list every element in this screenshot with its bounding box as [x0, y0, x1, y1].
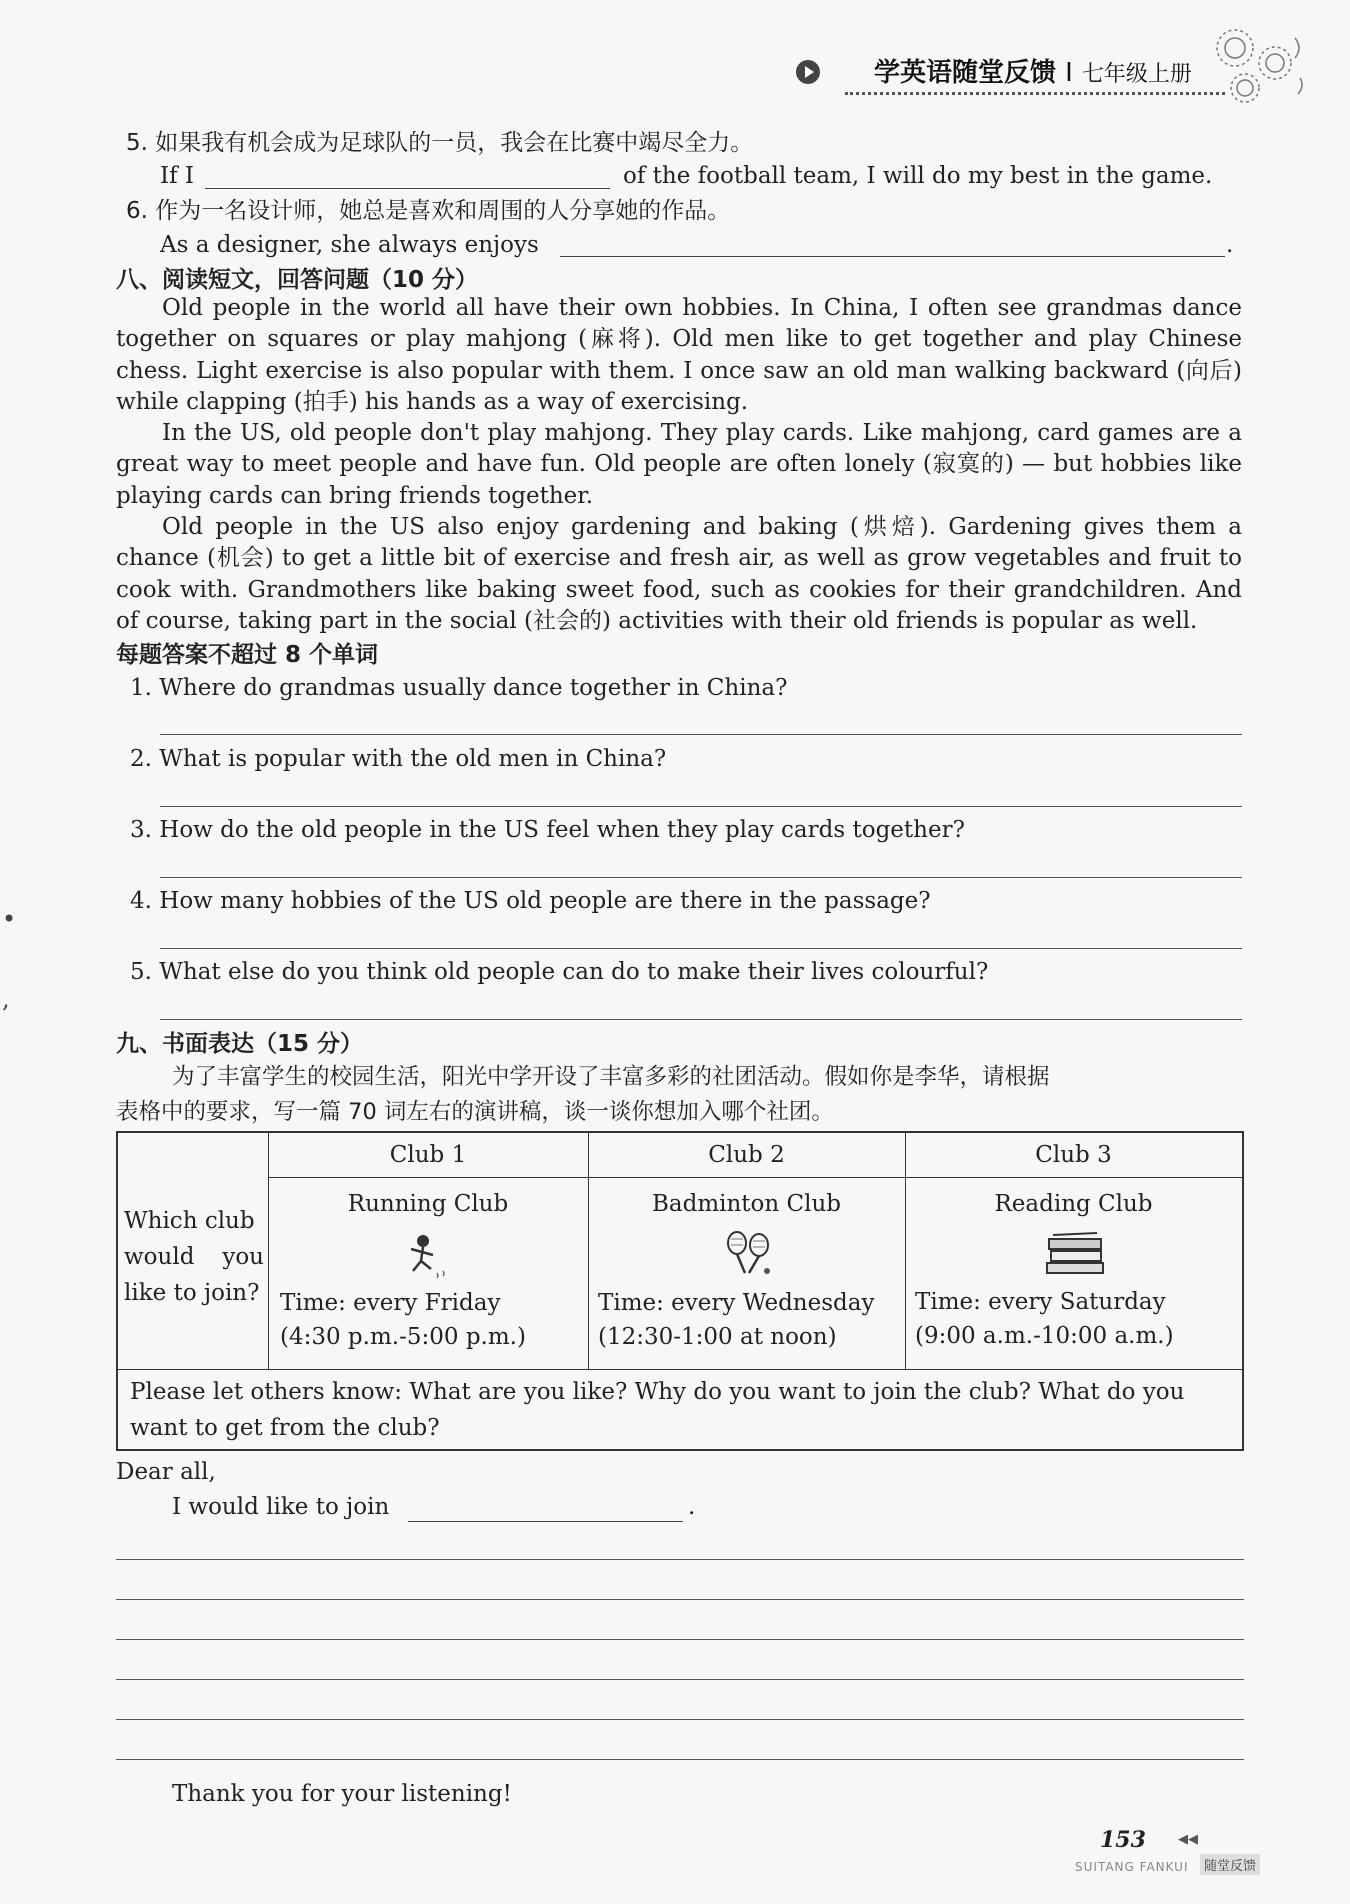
section-8-heading: 八、阅读短文，回答问题（10 分）: [116, 267, 479, 293]
passage-paragraph: Old people in the world all have their own hobbies. In China, I often see grandmas dance together on squares or play mahjong (麻将). Old men like to get together and play Chinese chess. Light exercise is also popular with them. I once saw an old man walking backward (向后) while clapping (拍手) his hands as a way of exercising.: [116, 295, 1242, 415]
table-note-line-2: want to get from the club?: [130, 1415, 440, 1441]
translation-q6-chinese: 6. 作为一名设计师，她总是喜欢和周围的人分享她的作品。: [126, 198, 731, 224]
answer-line-1[interactable]: [160, 734, 1242, 735]
passage-paragraph: In the US, old people don't play mahjong. They play cards. Like mahjong, card games are a great way to meet people and have fun. Old people are often lonely (寂寞的) — but hobbies like playing cards can bring friends together.: [116, 420, 1242, 509]
answer-line-5[interactable]: [160, 1019, 1242, 1020]
club-3-name: Reading Club: [994, 1191, 1153, 1217]
table-note-line-1: Please let others know: What are you like? Why do you want to join the club? What do you: [130, 1379, 1185, 1405]
section-9-heading: 九、书面表达（15 分）: [116, 1031, 364, 1057]
question-3: 3. How do the old people in the US feel when they play cards together?: [130, 817, 965, 843]
translation-q5-chinese: 5. 如果我有机会成为足球队的一员，我会在比赛中竭尽全力。: [126, 130, 754, 156]
letter-opening-period: .: [688, 1494, 696, 1520]
reading-passage: [116, 293, 1242, 637]
writing-line[interactable]: [116, 1759, 1244, 1760]
letter-opening: I would like to join: [172, 1494, 390, 1520]
club-2-label: Club 2: [708, 1142, 785, 1168]
answer-line-3[interactable]: [160, 877, 1242, 878]
flower-decoration-icon: [1205, 18, 1315, 118]
series-name-en: SUITANG FANKUI: [1075, 1860, 1189, 1874]
club-1-hours: (4:30 p.m.-5:00 p.m.): [280, 1324, 526, 1350]
books-icon: [1043, 1231, 1107, 1277]
passage-paragraph: Old people in the US also enjoy gardening and baking (烘焙). Gardening gives them a chance (机会) to get a little bit of exercise and fresh air, as well as grow vegetables and fruit to cook with. Grandmothers like baking sweet food, such as cookies for their grandchildren. And of course, taking part in the social (社会的) activities with their old friends is popular as well.: [116, 514, 1242, 634]
translation-q5-prefix: If I: [160, 163, 194, 189]
club-table: [116, 1131, 1244, 1451]
club-3-time: Time: every Saturday: [915, 1289, 1166, 1315]
translation-q5-blank[interactable]: [205, 188, 610, 189]
page-number: 153: [1100, 1827, 1146, 1853]
letter-greeting: Dear all,: [116, 1459, 216, 1485]
writing-line[interactable]: [116, 1679, 1244, 1680]
answer-line-2[interactable]: [160, 806, 1242, 807]
margin-mark: ,: [2, 985, 10, 1013]
book-title: 学英语随堂反馈 I 七年级上册: [874, 58, 1192, 88]
club-2-name: Badminton Club: [651, 1191, 842, 1217]
club-1-time: Time: every Friday: [280, 1290, 501, 1316]
margin-mark: •: [2, 905, 17, 933]
arrow-left-icon: ◀◀: [1178, 1832, 1198, 1847]
answer-line-4[interactable]: [160, 948, 1242, 949]
play-icon: [796, 60, 820, 84]
question-4: 4. How many hobbies of the US old people are there in the passage?: [130, 888, 931, 914]
club-2-time: Time: every Wednesday: [598, 1290, 875, 1316]
row-header: Which club would you like to join?: [124, 1208, 264, 1306]
translation-q6-prefix: As a designer, she always enjoys: [160, 232, 539, 258]
club-1-label: Club 1: [389, 1142, 467, 1168]
club-2-hours: (12:30-1:00 at noon): [598, 1324, 837, 1350]
writing-line[interactable]: [116, 1639, 1244, 1640]
runner-icon: [401, 1229, 449, 1279]
translation-q5-suffix: of the football team, I will do my best in the game.: [623, 163, 1213, 189]
badminton-icon: [723, 1229, 775, 1279]
writing-line[interactable]: [116, 1599, 1244, 1600]
writing-line[interactable]: [116, 1719, 1244, 1720]
club-choice-blank[interactable]: [408, 1521, 683, 1522]
club-1-name: Running Club: [347, 1191, 509, 1217]
question-1: 1. Where do grandmas usually dance together in China?: [130, 675, 788, 701]
question-5: 5. What else do you think old people can do to make their lives colourful?: [130, 959, 989, 985]
series-name-cn: 随堂反馈: [1200, 1854, 1260, 1875]
answer-instruction: 每题答案不超过 8 个单词: [116, 642, 379, 668]
question-2: 2. What is popular with the old men in China?: [130, 746, 667, 772]
club-3-hours: (9:00 a.m.-10:00 a.m.): [915, 1323, 1174, 1349]
translation-q6-blank[interactable]: [560, 256, 1225, 257]
club-3-label: Club 3: [1035, 1142, 1112, 1168]
header-divider: [845, 92, 1225, 95]
translation-q6-period: .: [1226, 232, 1234, 258]
writing-intro-line-1: 为了丰富学生的校园生活，阳光中学开设了丰富多彩的社团活动。假如你是李华，请根据: [172, 1064, 1050, 1090]
writing-line[interactable]: [116, 1559, 1244, 1560]
letter-closing: Thank you for your listening!: [172, 1781, 512, 1807]
writing-intro-line-2: 表格中的要求，写一篇 70 词左右的演讲稿，谈一谈你想加入哪个社团。: [116, 1099, 834, 1125]
